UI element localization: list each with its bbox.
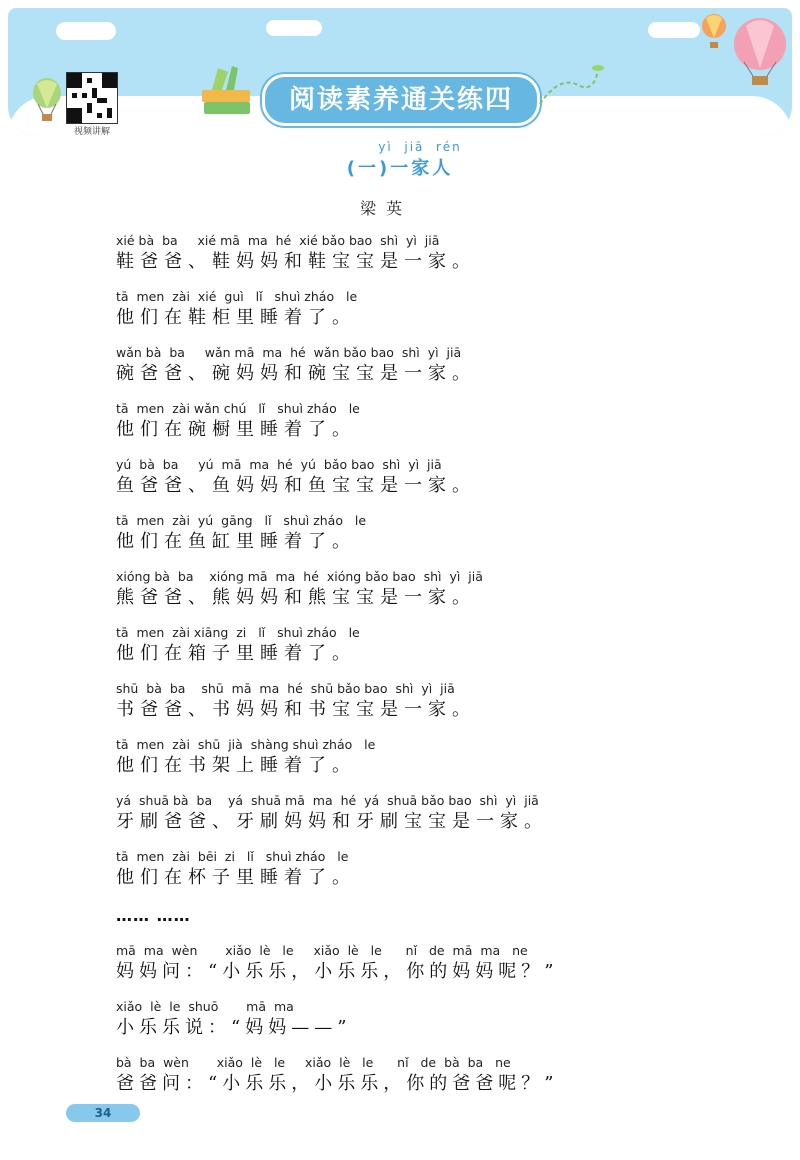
- leaf-swirl-icon: [536, 62, 606, 112]
- hanzi-line: 他们在书架上睡着了。: [116, 755, 356, 776]
- hanzi-line: 鞋爸爸、鞋妈妈和鞋宝宝是一家。: [116, 251, 476, 272]
- poem-line: [116, 232, 548, 288]
- poem-line: [116, 456, 548, 512]
- balloon-icon: [700, 14, 728, 50]
- cloud-decoration: [266, 20, 322, 36]
- hanzi-line: 熊爸爸、熊妈妈和熊宝宝是一家。: [116, 587, 476, 608]
- poem-line: [116, 288, 548, 344]
- pinyin-line: yá shuā bà ba yá shuā mā ma hé yá shuā bǎo bao shì yì jiā: [116, 793, 539, 808]
- hanzi-line: 碗爸爸、碗妈妈和碗宝宝是一家。: [116, 363, 476, 384]
- hanzi-line: 他们在鞋柜里睡着了。: [116, 307, 356, 328]
- poem-line: [116, 624, 548, 680]
- dialogue-line: [116, 942, 558, 998]
- pinyin-line: tā men zài wǎn chú lǐ shuì zháo le: [116, 401, 360, 416]
- hanzi-line: 他们在碗橱里睡着了。: [116, 419, 356, 440]
- hanzi-line: 鱼爸爸、鱼妈妈和鱼宝宝是一家。: [116, 475, 476, 496]
- poem-line: [116, 400, 548, 456]
- cloud-decoration: [648, 22, 700, 38]
- balloon-icon: [30, 78, 64, 122]
- hanzi-line: 牙刷爸爸、牙刷妈妈和牙刷宝宝是一家。: [116, 811, 548, 832]
- balloon-icon: [732, 18, 788, 86]
- hanzi-line: 小乐乐说：“妈妈——”: [116, 1017, 352, 1038]
- pinyin-line: bà ba wèn xiǎo lè le xiǎo lè le nǐ de bà ba ne: [116, 1055, 511, 1070]
- author-name: 梁英: [360, 199, 413, 218]
- poem-body: [116, 232, 548, 904]
- poem-line: [116, 512, 548, 568]
- cloud-decoration: [56, 22, 116, 40]
- qr-label: 视频讲解: [73, 127, 110, 137]
- hanzi-line: 他们在杯子里睡着了。: [116, 867, 356, 888]
- qr-code-icon: [67, 73, 117, 123]
- ellipsis: …… ……: [116, 906, 191, 925]
- books-icon: [198, 64, 258, 128]
- pinyin-line: yú bà ba yú mā ma hé yú bǎo bao shì yì jiā: [116, 457, 442, 472]
- pinyin-line: mā ma wèn xiǎo lè le xiǎo lè le nǐ de mā ma ne: [116, 943, 528, 958]
- pinyin-line: shū bà ba shū mā ma hé shū bǎo bao shì yì jiā: [116, 681, 455, 696]
- dialogue-line: [116, 998, 558, 1054]
- section-title-text: (一)一家人: [346, 158, 454, 179]
- section-title: [300, 140, 500, 180]
- pinyin-line: tā men zài shū jià shàng shuì zháo le: [116, 737, 376, 752]
- poem-line: [116, 736, 548, 792]
- hanzi-line: 妈妈问：“小乐乐，小乐乐，你的妈妈呢？”: [116, 961, 559, 982]
- dialogue-line: [116, 1054, 558, 1110]
- page-number: 34: [66, 1104, 140, 1122]
- poem-line: [116, 680, 548, 736]
- poem-line: [116, 848, 548, 904]
- pinyin-line: wǎn bà ba wǎn mā ma hé wǎn bǎo bao shì yì jiā: [116, 345, 462, 360]
- page-title: 阅读素养通关练四: [262, 74, 540, 126]
- pinyin-line: xiǎo lè le shuō mā ma: [116, 999, 294, 1014]
- hanzi-line: 他们在箱子里睡着了。: [116, 643, 356, 664]
- pinyin-line: tā men zài yú gāng lǐ shuì zháo le: [116, 513, 367, 528]
- qr-code[interactable]: [66, 72, 118, 124]
- pinyin-line: tā men zài xiāng zi lǐ shuì zháo le: [116, 625, 360, 640]
- poem-line: [116, 344, 548, 400]
- pinyin-line: xióng bà ba xióng mā ma hé xióng bǎo bao shì yì jiā: [116, 569, 483, 584]
- poem-line: [116, 568, 548, 624]
- pinyin-line: tā men zài xié guì lǐ shuì zháo le: [116, 289, 358, 304]
- hanzi-line: 书爸爸、书妈妈和书宝宝是一家。: [116, 699, 476, 720]
- section-title-pinyin: yì jiā rén: [378, 140, 462, 154]
- pinyin-line: xié bà ba xié mā ma hé xié bǎo bao shì yì jiā: [116, 233, 440, 248]
- hanzi-line: 爸爸问：“小乐乐，小乐乐，你的爸爸呢？”: [116, 1073, 559, 1094]
- poem-line: [116, 792, 548, 848]
- dialogue-body: [116, 942, 558, 1110]
- pinyin-line: tā men zài bēi zi lǐ shuì zháo le: [116, 849, 349, 864]
- hanzi-line: 他们在鱼缸里睡着了。: [116, 531, 356, 552]
